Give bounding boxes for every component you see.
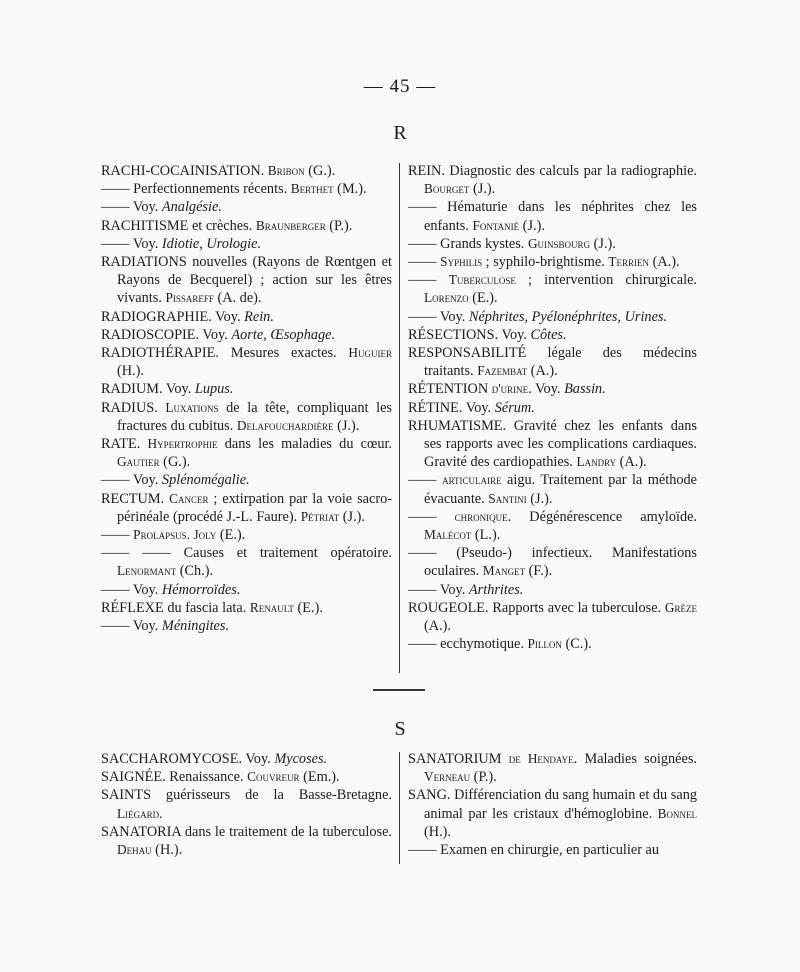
entry-text: RACHITISME et crèches. bbox=[101, 217, 256, 234]
entry-text: ROUGEOLE. Rapports avec la tuberculose. bbox=[408, 599, 665, 616]
index-entry bbox=[408, 599, 697, 635]
index-entry bbox=[101, 435, 392, 471]
index-column-s-right bbox=[408, 750, 697, 859]
entry-text: SANATORIUM bbox=[408, 751, 509, 767]
entry-text: RATE. bbox=[101, 436, 148, 453]
entry-text: SAINTS guérisseurs de la Basse-Bretagne. bbox=[101, 787, 392, 804]
entry-text: REIN. Diagnostic des calculs par la radiographie. bbox=[408, 163, 697, 179]
index-entry bbox=[101, 599, 392, 617]
entry-text: (P.). bbox=[470, 769, 497, 786]
cross-reference: Mycoses. bbox=[274, 751, 328, 767]
entry-text: RHUMATISME. Gravité chez les enfants dans ses rapports avec les complications cardiaques. Gravité des cardiopathies. bbox=[408, 417, 697, 471]
entry-text: (H.). bbox=[117, 363, 144, 380]
entry-text: —— Voy. bbox=[101, 618, 162, 635]
entry-text: —— (Pseudo-) infectieux. Manifestations oculaires. bbox=[408, 545, 697, 580]
index-entry bbox=[101, 380, 392, 398]
entry-text: —— Voy. bbox=[101, 581, 162, 598]
entry-text: RADIOTHÉRAPIE. Mesures exactes. bbox=[101, 345, 349, 362]
author-name: Terrien bbox=[608, 254, 649, 270]
entry-text: . Dégénérescence amyloïde. bbox=[507, 508, 698, 525]
author-name: Bourget bbox=[424, 181, 470, 197]
author-name: Renault bbox=[249, 599, 294, 615]
index-entry bbox=[408, 253, 697, 271]
index-entry bbox=[101, 617, 392, 635]
entry-text: —— Grands kystes. bbox=[408, 235, 528, 252]
entry-text: (H.). bbox=[151, 842, 183, 859]
author-name: Hypertrophie bbox=[147, 436, 218, 452]
author-name: Syphilis bbox=[440, 254, 483, 270]
index-entry bbox=[101, 326, 392, 344]
author-name: Cancer bbox=[169, 490, 209, 506]
cross-reference: Aorte, Œsophage. bbox=[231, 326, 336, 343]
index-entry bbox=[408, 235, 697, 253]
author-name: Berthet bbox=[290, 181, 334, 197]
entry-text: . Maladies soignées. bbox=[573, 751, 697, 767]
entry-text: . Voy. bbox=[528, 381, 565, 398]
index-entry bbox=[101, 581, 392, 599]
column-divider bbox=[399, 752, 400, 864]
entry-text: SANATORIA dans le traitement de la tuberculose. bbox=[101, 823, 392, 840]
entry-text: RADIUM. Voy. bbox=[101, 381, 195, 398]
cross-reference: Méningites. bbox=[161, 618, 230, 635]
index-entry bbox=[101, 162, 392, 180]
entry-text: —— Hématurie dans les néphrites chez les enfants. bbox=[408, 199, 697, 234]
index-entry bbox=[408, 326, 697, 344]
entry-text: (H.). bbox=[424, 823, 451, 840]
index-entry bbox=[408, 841, 697, 859]
author-name: Prolapsus. bbox=[133, 527, 190, 543]
entry-text: RADIUS. bbox=[101, 399, 166, 416]
cross-reference: Rein. bbox=[244, 308, 274, 325]
index-entry bbox=[408, 308, 697, 326]
entry-text: SACCHAROMYCOSE. Voy. bbox=[101, 751, 275, 767]
index-entry bbox=[408, 198, 697, 234]
entry-text: RÉTENTION bbox=[408, 381, 492, 398]
entry-text: (C.). bbox=[561, 636, 592, 653]
author-name: Lenormant bbox=[117, 563, 177, 579]
entry-text: (J.). bbox=[333, 417, 360, 434]
entry-text: (A.). bbox=[649, 254, 680, 271]
author-name: chronique bbox=[454, 508, 508, 524]
section-letter-s: S bbox=[394, 718, 406, 740]
author-name: Pillon bbox=[527, 636, 562, 652]
author-name: Verneau bbox=[424, 769, 471, 785]
author-name: Fazembat bbox=[477, 363, 528, 379]
index-entry bbox=[101, 526, 392, 544]
cross-reference: Bassin. bbox=[564, 381, 606, 398]
index-entry bbox=[408, 508, 697, 544]
author-name: Fontanié bbox=[472, 217, 520, 233]
index-entry bbox=[101, 180, 392, 198]
entry-text: RACHI-COCAINISATION. bbox=[101, 163, 268, 179]
entry-text: (Ch.). bbox=[176, 563, 214, 580]
entry-text: —— Voy. bbox=[101, 472, 162, 489]
index-entry bbox=[408, 417, 697, 472]
author-name: Bribon bbox=[267, 163, 305, 178]
entry-text: RÉFLEXE du fascia lata. bbox=[101, 599, 250, 616]
author-name: Grèze bbox=[664, 599, 697, 615]
index-entry bbox=[101, 490, 392, 526]
cross-reference: Néphrites, Pyélonéphrites, Urines. bbox=[468, 308, 668, 325]
entry-text: dans les maladies du cœur. bbox=[217, 436, 393, 453]
entry-text: (A.). bbox=[527, 363, 558, 380]
entry-text: (P.). bbox=[325, 217, 353, 234]
index-entry bbox=[408, 544, 697, 580]
entry-text: (A. de). bbox=[213, 290, 262, 307]
author-name: Bonnel bbox=[657, 805, 697, 821]
index-entry bbox=[408, 399, 697, 417]
entry-text: RADIATIONS nouvelles (Rayons de Rœntgen et Rayons de Becquerel) ; action sur les êtres vivants. bbox=[101, 254, 392, 307]
author-name: Pétriat bbox=[300, 508, 340, 524]
index-entry bbox=[408, 750, 697, 786]
entry-text: —— Voy. bbox=[408, 308, 469, 325]
author-name: Guinsbourg bbox=[527, 235, 591, 251]
index-entry bbox=[408, 581, 697, 599]
author-name: Manget bbox=[482, 563, 526, 579]
author-name: Pissareff bbox=[165, 290, 214, 306]
entry-text: (M.). bbox=[333, 181, 367, 198]
entry-text: RESPONSABILITÉ légale des médecins traitants. bbox=[408, 345, 697, 380]
author-name: Landry bbox=[576, 454, 617, 470]
entry-text: —— ecchymotique. bbox=[408, 636, 528, 653]
index-column-r-right bbox=[408, 162, 697, 653]
entry-text: —— Examen en chirurgie, en particulier au bbox=[408, 842, 660, 859]
author-name: Braunberger bbox=[255, 217, 326, 233]
index-entry bbox=[101, 768, 392, 786]
entry-text: ; intervention chirurgicale. bbox=[515, 272, 697, 289]
entry-text: (J.). bbox=[590, 235, 616, 252]
author-name: de Hendaye bbox=[508, 751, 574, 766]
entry-text: RADIOSCOPIE. Voy. bbox=[101, 326, 232, 343]
entry-text: (E.). bbox=[293, 599, 323, 616]
entry-text: (E.). bbox=[216, 527, 246, 544]
index-entry bbox=[101, 471, 392, 489]
author-name: Dehau bbox=[117, 842, 152, 858]
entry-text: SAIGNÉE. Renaissance. bbox=[101, 769, 248, 786]
index-entry bbox=[408, 271, 697, 307]
entry-text: RÉSECTIONS. Voy. bbox=[408, 326, 531, 343]
entry-text: —— Voy. bbox=[101, 199, 162, 216]
author-name: d'urine bbox=[491, 381, 529, 397]
author-name: Tuberculose bbox=[448, 272, 516, 288]
author-name: Lorenzo bbox=[424, 290, 469, 306]
index-entry bbox=[101, 235, 392, 253]
author-name: Luxations bbox=[165, 399, 219, 415]
entry-text: aigu. Traitement par la méthode évacuante. bbox=[424, 472, 697, 507]
entry-text: RECTUM. bbox=[101, 490, 170, 507]
entry-text: (J.). bbox=[526, 490, 553, 507]
entry-text: (J.). bbox=[339, 508, 365, 525]
index-column-s-left bbox=[101, 750, 392, 859]
cross-reference: Côtes. bbox=[530, 326, 567, 343]
index-entry bbox=[408, 162, 697, 198]
author-name: Malécot bbox=[424, 527, 472, 543]
author-name: Huguier bbox=[348, 345, 392, 361]
entry-text: (L.). bbox=[471, 527, 501, 544]
index-entry bbox=[408, 786, 697, 841]
index-entry bbox=[408, 380, 697, 398]
entry-text: ; extirpation par la voie sacro-périnéale (procédé J.-L. Faure). bbox=[117, 490, 392, 525]
author-name: Gautier bbox=[117, 454, 160, 470]
column-divider bbox=[399, 163, 400, 673]
cross-reference: Hémorroïdes. bbox=[161, 581, 241, 598]
entry-text: —— bbox=[101, 527, 134, 544]
entry-text: ; syphilo-brightisme. bbox=[482, 254, 609, 271]
entry-text: RÉTINE. Voy. bbox=[408, 399, 495, 416]
author-name: Joly bbox=[193, 527, 217, 543]
index-entry bbox=[101, 217, 392, 235]
index-entry bbox=[101, 253, 392, 308]
entry-text: (A.). bbox=[424, 618, 451, 635]
entry-text: (J.). bbox=[469, 181, 496, 198]
author-name: Santini bbox=[488, 490, 527, 506]
index-column-r-left bbox=[101, 162, 392, 635]
cross-reference: Idiotie, Urologie. bbox=[161, 235, 262, 252]
index-entry bbox=[101, 308, 392, 326]
entry-text: —— bbox=[408, 508, 455, 525]
entry-text: (Em.). bbox=[299, 769, 340, 786]
index-entry bbox=[101, 823, 392, 859]
cross-reference: Splénomégalie. bbox=[161, 472, 250, 489]
author-name: articulaire bbox=[442, 472, 502, 488]
entry-text: SANG. Différenciation du sang humain et du sang animal par les cristaux d'hémoglobine. bbox=[408, 787, 697, 822]
entry-text: —— Voy. bbox=[408, 581, 469, 598]
entry-text: (J.). bbox=[519, 217, 545, 234]
entry-text: —— —— Causes et traitement opératoire. bbox=[101, 545, 392, 562]
index-entry bbox=[101, 344, 392, 380]
index-entry bbox=[101, 198, 392, 216]
entry-text: —— bbox=[408, 254, 441, 271]
entry-text: (F.). bbox=[525, 563, 553, 580]
entry-text: —— bbox=[408, 272, 449, 289]
section-letter-r: R bbox=[393, 122, 407, 144]
author-name: Liégard. bbox=[117, 805, 163, 821]
author-name: Delafouchardière bbox=[236, 417, 334, 433]
cross-reference: Analgésie. bbox=[161, 199, 222, 216]
cross-reference: Lupus. bbox=[194, 381, 234, 398]
entry-text: (G.). bbox=[159, 454, 191, 471]
index-entry bbox=[101, 399, 392, 435]
entry-text: (E.). bbox=[468, 290, 498, 307]
cross-reference: Arthrites. bbox=[468, 581, 524, 598]
author-name: Couvreur bbox=[247, 769, 300, 785]
index-entry bbox=[408, 471, 697, 507]
entry-text: —— Perfectionnements récents. bbox=[101, 181, 291, 198]
index-entry bbox=[101, 750, 392, 768]
page-number: — 45 — bbox=[363, 76, 437, 97]
index-entry bbox=[101, 786, 392, 822]
cross-reference: Sérum. bbox=[494, 399, 535, 416]
entry-text: —— bbox=[408, 472, 443, 489]
index-entry bbox=[408, 635, 697, 653]
index-entry bbox=[408, 344, 697, 380]
entry-text: —— Voy. bbox=[101, 235, 162, 252]
entry-text: (A.). bbox=[616, 454, 647, 471]
entry-text: de la tête, compliquant les fractures du cubitus. bbox=[117, 399, 392, 434]
entry-text: (G.). bbox=[304, 163, 336, 179]
section-separator bbox=[373, 689, 425, 691]
index-entry bbox=[101, 544, 392, 580]
entry-text: RADIOGRAPHIE. Voy. bbox=[101, 308, 245, 325]
